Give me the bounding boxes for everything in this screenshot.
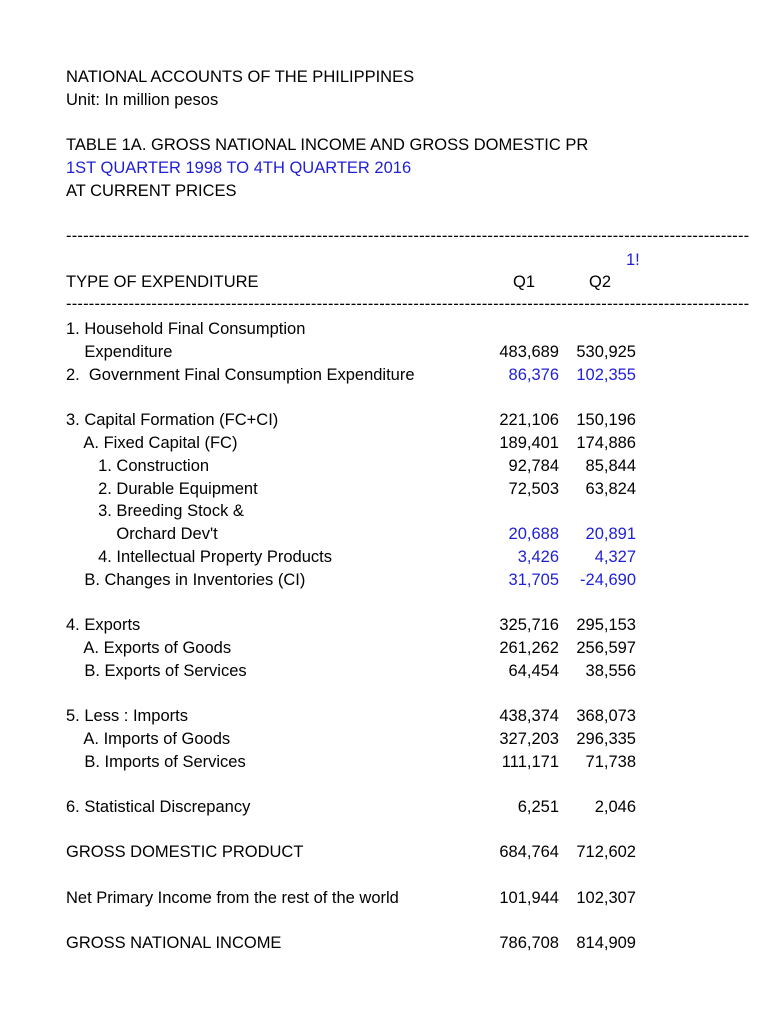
cell-q2: 256,597: [576, 639, 636, 657]
column-header-row: [0, 271, 641, 293]
table-row: [0, 455, 641, 477]
cell-q1: 64,454: [508, 662, 559, 680]
cell-q2: 2,046: [594, 798, 636, 816]
table-row: [0, 523, 641, 545]
cell-q1: 86,376: [508, 366, 559, 384]
table-row: [0, 409, 641, 431]
cell-q2: 295,153: [576, 616, 636, 634]
table-row: [0, 796, 641, 818]
table-title: TABLE 1A. GROSS NATIONAL INCOME AND GROSS DOMESTIC PR: [66, 136, 589, 154]
divider-header: ------------------------------------------------------------------------------------------------------------------------: [66, 295, 750, 313]
cell-q1: 31,705: [508, 571, 559, 589]
row-label: B. Changes in Inventories (CI): [66, 571, 306, 589]
report-title: NATIONAL ACCOUNTS OF THE PHILIPPINES: [66, 68, 415, 86]
table-row: [0, 478, 641, 500]
cell-q1: 438,374: [499, 707, 559, 725]
cell-q2: 530,925: [576, 343, 636, 361]
cell-q2: 712,602: [576, 843, 636, 861]
cell-q2: 20,891: [585, 525, 636, 543]
cell-q2: 71,738: [585, 753, 636, 771]
row-label: Orchard Dev't: [66, 525, 218, 543]
year-header: 1!: [626, 251, 640, 269]
table-row: [0, 932, 641, 954]
table-row: [0, 751, 641, 773]
row-label: 5. Less : Imports: [66, 707, 188, 725]
row-label: B. Exports of Services: [66, 662, 247, 680]
row-label: 4. Intellectual Property Products: [66, 548, 332, 566]
cell-q1: 20,688: [508, 525, 559, 543]
divider-top: ------------------------------------------------------------------------------------------------------------------------: [66, 227, 750, 245]
row-label: 1. Construction: [66, 457, 210, 475]
cell-q1: 684,764: [499, 843, 559, 861]
table-row: [0, 728, 641, 750]
cell-q1: 327,203: [499, 730, 559, 748]
unit-label: Unit: In million pesos: [66, 91, 219, 109]
row-label: A. Fixed Capital (FC): [66, 434, 238, 452]
table-row: [0, 546, 641, 568]
cell-q2: 102,355: [576, 366, 636, 384]
cell-q1: 189,401: [499, 434, 559, 452]
cell-q2: -24,690: [580, 571, 636, 589]
prices-label: AT CURRENT PRICES: [66, 182, 237, 200]
cell-q1: 261,262: [499, 639, 559, 657]
row-label: Net Primary Income from the rest of the world: [66, 889, 399, 907]
row-label: 2. Government Final Consumption Expenditure: [66, 366, 415, 384]
row-label: GROSS DOMESTIC PRODUCT: [66, 843, 304, 861]
cell-q1: 325,716: [499, 616, 559, 634]
table-row: [0, 887, 641, 909]
cell-q1: 92,784: [508, 457, 559, 475]
cell-q2: 174,886: [576, 434, 636, 452]
row-label: B. Imports of Services: [66, 753, 246, 771]
table-row: [0, 432, 641, 454]
cell-q1: 6,251: [517, 798, 559, 816]
period-label: 1ST QUARTER 1998 TO 4TH QUARTER 2016: [66, 159, 412, 177]
row-label: 4. Exports: [66, 616, 141, 634]
cell-q2: 63,824: [585, 480, 636, 498]
cell-q2: 38,556: [585, 662, 636, 680]
cell-q1: 72,503: [508, 480, 559, 498]
table-row: [0, 614, 641, 636]
cell-q2: 150,196: [576, 411, 636, 429]
row-label: GROSS NATIONAL INCOME: [66, 934, 282, 952]
cell-q1: 786,708: [499, 934, 559, 952]
row-label: A. Exports of Goods: [66, 639, 232, 657]
cell-q2: 4,327: [594, 548, 636, 566]
cell-q2: 85,844: [585, 457, 636, 475]
cell-q2: 814,909: [576, 934, 636, 952]
table-row: [0, 660, 641, 682]
row-label: 3. Capital Formation (FC+CI): [66, 411, 279, 429]
cell-q1: 111,171: [501, 753, 559, 771]
row-label: 3. Breeding Stock &: [66, 502, 244, 520]
table-row: [0, 841, 641, 863]
column-header-q2: Q2: [588, 273, 611, 291]
row-label: A. Imports of Goods: [66, 730, 231, 748]
cell-q1: 221,106: [499, 411, 559, 429]
table-row: [0, 637, 641, 659]
table-row: [0, 500, 641, 522]
row-label: 2. Durable Equipment: [66, 480, 258, 498]
table-row: [0, 318, 641, 340]
cell-q1: 3,426: [517, 548, 559, 566]
table-row: [0, 705, 641, 727]
cell-q1: 101,944: [499, 889, 559, 907]
row-label: 6. Statistical Discrepancy: [66, 798, 251, 816]
cell-q1: 483,689: [499, 343, 559, 361]
row-label: 1. Household Final Consumption: [66, 320, 306, 338]
column-header-type: TYPE OF EXPENDITURE: [66, 273, 259, 291]
row-label: Expenditure: [66, 343, 173, 361]
table-row: [0, 364, 641, 386]
column-header-q1: Q1: [512, 273, 535, 291]
table-row: [0, 569, 641, 591]
cell-q2: 296,335: [576, 730, 636, 748]
table-row: [0, 341, 641, 363]
cell-q2: 102,307: [576, 889, 636, 907]
cell-q2: 368,073: [576, 707, 636, 725]
